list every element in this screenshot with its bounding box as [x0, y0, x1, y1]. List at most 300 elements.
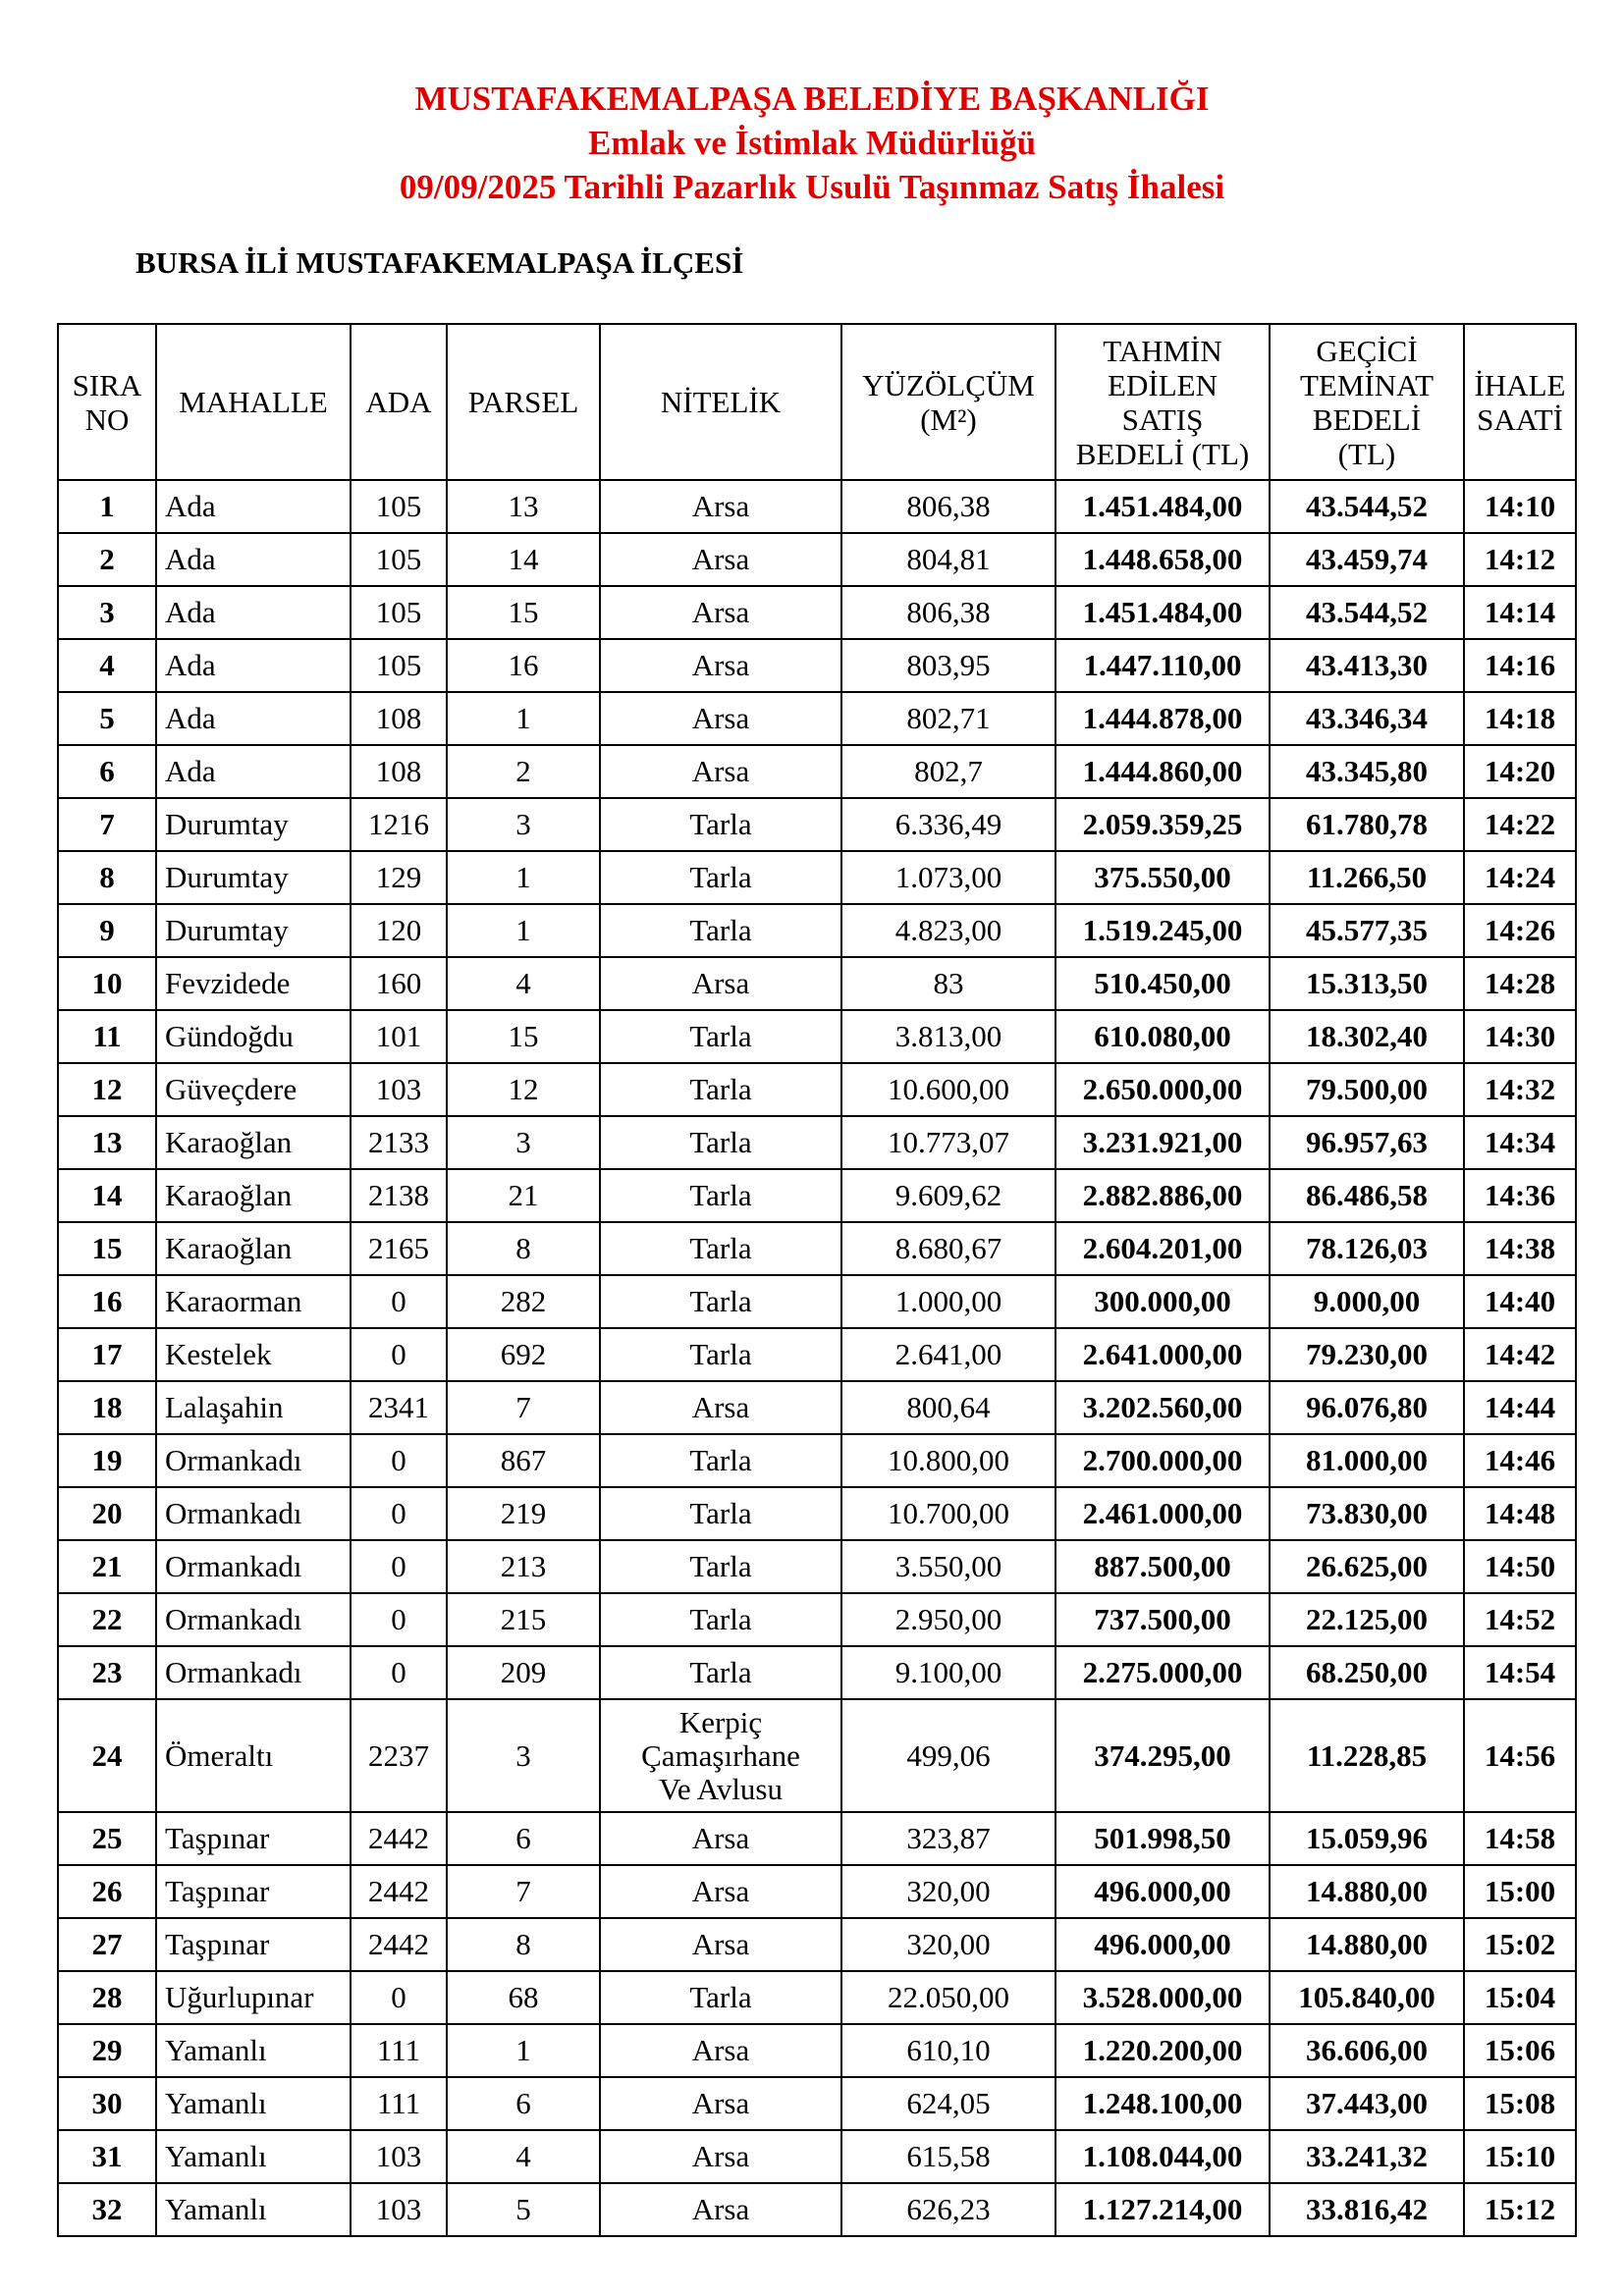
cell-mahalle: Yamanlı — [156, 2077, 351, 2130]
cell-nitelik: Tarla — [600, 1275, 841, 1328]
cell-nitelik: Arsa — [600, 2130, 841, 2183]
cell-nitelik: Arsa — [600, 957, 841, 1010]
table-row — [58, 798, 1576, 851]
cell-satis-bedeli: 1.220.200,00 — [1056, 2024, 1270, 2077]
cell-parsel: 215 — [447, 1593, 600, 1646]
cell-mahalle: Ormankadı — [156, 1593, 351, 1646]
col-header-yuzolcum: YÜZÖLÇÜM (M²) — [841, 324, 1056, 480]
cell-ada: 105 — [351, 639, 447, 692]
cell-ada: 108 — [351, 692, 447, 745]
cell-mahalle: Uğurlupınar — [156, 1971, 351, 2024]
cell-nitelik: Tarla — [600, 798, 841, 851]
cell-mahalle: Lalaşahin — [156, 1381, 351, 1434]
cell-teminat-bedeli: 61.780,78 — [1270, 798, 1464, 851]
cell-parsel: 7 — [447, 1381, 600, 1434]
cell-ada: 1216 — [351, 798, 447, 851]
cell-yuzolcum: 6.336,49 — [841, 798, 1056, 851]
cell-satis-bedeli: 2.700.000,00 — [1056, 1434, 1270, 1487]
table-row — [58, 1328, 1576, 1381]
cell-sira-no: 31 — [58, 2130, 156, 2183]
cell-satis-bedeli: 1.451.484,00 — [1056, 586, 1270, 639]
cell-ada: 160 — [351, 957, 447, 1010]
cell-sira-no: 27 — [58, 1918, 156, 1971]
cell-ihale-saati: 15:06 — [1464, 2024, 1576, 2077]
header-tender-title: 09/09/2025 Tarihli Pazarlık Usulü Taşınmaz Satış İhalesi — [399, 168, 1225, 206]
cell-ihale-saati: 14:14 — [1464, 586, 1576, 639]
cell-ada: 105 — [351, 480, 447, 533]
cell-teminat-bedeli: 43.459,74 — [1270, 533, 1464, 586]
cell-mahalle: Durumtay — [156, 904, 351, 957]
cell-sira-no: 15 — [58, 1222, 156, 1275]
cell-parsel: 6 — [447, 1812, 600, 1865]
cell-satis-bedeli: 1.108.044,00 — [1056, 2130, 1270, 2183]
cell-ada: 2138 — [351, 1169, 447, 1222]
cell-nitelik: Tarla — [600, 1646, 841, 1699]
table-row — [58, 1812, 1576, 1865]
cell-yuzolcum: 10.600,00 — [841, 1063, 1056, 1116]
cell-teminat-bedeli: 22.125,00 — [1270, 1593, 1464, 1646]
cell-mahalle: Ada — [156, 639, 351, 692]
cell-ada: 0 — [351, 1646, 447, 1699]
header-title: MUSTAFAKEMALPAŞA BELEDİYE BAŞKANLIĞI — [414, 80, 1210, 118]
cell-yuzolcum: 323,87 — [841, 1812, 1056, 1865]
cell-nitelik: Arsa — [600, 745, 841, 798]
cell-satis-bedeli: 2.882.886,00 — [1056, 1169, 1270, 1222]
region-title: BURSA İLİ MUSTAFAKEMALPAŞA İLÇESİ — [135, 245, 744, 280]
cell-sira-no: 16 — [58, 1275, 156, 1328]
cell-sira-no: 12 — [58, 1063, 156, 1116]
cell-mahalle: Karaoğlan — [156, 1169, 351, 1222]
cell-parsel: 2 — [447, 745, 600, 798]
table-row — [58, 851, 1576, 904]
cell-nitelik: Tarla — [600, 904, 841, 957]
cell-satis-bedeli: 3.528.000,00 — [1056, 1971, 1270, 2024]
cell-sira-no: 10 — [58, 957, 156, 1010]
table-row — [58, 1381, 1576, 1434]
cell-parsel: 13 — [447, 480, 600, 533]
cell-mahalle: Ormankadı — [156, 1434, 351, 1487]
cell-teminat-bedeli: 45.577,35 — [1270, 904, 1464, 957]
cell-yuzolcum: 320,00 — [841, 1918, 1056, 1971]
table-row — [58, 1222, 1576, 1275]
cell-ada: 2165 — [351, 1222, 447, 1275]
nitelik-line: Çamaşırhane — [641, 1737, 800, 1773]
cell-yuzolcum: 10.700,00 — [841, 1487, 1056, 1540]
col-header-tahmin: TAHMİN EDİLEN SATIŞ BEDELİ (TL) — [1056, 324, 1270, 480]
cell-satis-bedeli: 1.451.484,00 — [1056, 480, 1270, 533]
cell-parsel: 14 — [447, 533, 600, 586]
cell-mahalle: Ormankadı — [156, 1540, 351, 1593]
cell-ada: 0 — [351, 1328, 447, 1381]
cell-nitelik: Tarla — [600, 1487, 841, 1540]
cell-yuzolcum: 1.000,00 — [841, 1275, 1056, 1328]
cell-teminat-bedeli: 15.313,50 — [1270, 957, 1464, 1010]
cell-ihale-saati: 14:32 — [1464, 1063, 1576, 1116]
table-row — [58, 1593, 1576, 1646]
cell-ihale-saati: 14:38 — [1464, 1222, 1576, 1275]
cell-sira-no: 8 — [58, 851, 156, 904]
cell-parsel: 21 — [447, 1169, 600, 1222]
cell-satis-bedeli: 3.231.921,00 — [1056, 1116, 1270, 1169]
cell-teminat-bedeli: 105.840,00 — [1270, 1971, 1464, 2024]
cell-teminat-bedeli: 43.345,80 — [1270, 745, 1464, 798]
document-header — [0, 77, 1624, 209]
cell-parsel: 692 — [447, 1328, 600, 1381]
nitelik-line: Kerpiç — [678, 1704, 763, 1739]
cell-parsel: 1 — [447, 692, 600, 745]
cell-satis-bedeli: 2.275.000,00 — [1056, 1646, 1270, 1699]
cell-satis-bedeli: 1.127.214,00 — [1056, 2183, 1270, 2236]
cell-nitelik: Tarla — [600, 1971, 841, 2024]
cell-ihale-saati: 14:58 — [1464, 1812, 1576, 1865]
cell-yuzolcum: 2.641,00 — [841, 1328, 1056, 1381]
cell-parsel: 3 — [447, 798, 600, 851]
cell-sira-no: 4 — [58, 639, 156, 692]
cell-ihale-saati: 14:50 — [1464, 1540, 1576, 1593]
cell-yuzolcum: 802,7 — [841, 745, 1056, 798]
cell-yuzolcum: 1.073,00 — [841, 851, 1056, 904]
cell-teminat-bedeli: 79.230,00 — [1270, 1328, 1464, 1381]
cell-ada: 108 — [351, 745, 447, 798]
cell-sira-no: 25 — [58, 1812, 156, 1865]
cell-satis-bedeli: 610.080,00 — [1056, 1010, 1270, 1063]
cell-teminat-bedeli: 43.346,34 — [1270, 692, 1464, 745]
cell-yuzolcum: 806,38 — [841, 586, 1056, 639]
cell-mahalle: Kestelek — [156, 1328, 351, 1381]
cell-ada: 2341 — [351, 1381, 447, 1434]
cell-sira-no: 23 — [58, 1646, 156, 1699]
cell-parsel: 6 — [447, 2077, 600, 2130]
cell-ada: 2442 — [351, 1812, 447, 1865]
cell-teminat-bedeli: 68.250,00 — [1270, 1646, 1464, 1699]
cell-nitelik: Arsa — [600, 533, 841, 586]
cell-satis-bedeli: 3.202.560,00 — [1056, 1381, 1270, 1434]
cell-yuzolcum: 802,71 — [841, 692, 1056, 745]
cell-ada: 2442 — [351, 1865, 447, 1918]
cell-teminat-bedeli: 37.443,00 — [1270, 2077, 1464, 2130]
cell-sira-no: 20 — [58, 1487, 156, 1540]
cell-mahalle: Fevzidede — [156, 957, 351, 1010]
table-row — [58, 639, 1576, 692]
cell-mahalle: Yamanlı — [156, 2024, 351, 2077]
cell-yuzolcum: 624,05 — [841, 2077, 1056, 2130]
table-row — [58, 1918, 1576, 1971]
cell-mahalle: Gündoğdu — [156, 1010, 351, 1063]
cell-yuzolcum: 8.680,67 — [841, 1222, 1056, 1275]
cell-sira-no: 3 — [58, 586, 156, 639]
cell-sira-no: 11 — [58, 1010, 156, 1063]
cell-ihale-saati: 14:22 — [1464, 798, 1576, 851]
cell-satis-bedeli: 1.519.245,00 — [1056, 904, 1270, 957]
cell-satis-bedeli: 510.450,00 — [1056, 957, 1270, 1010]
cell-ihale-saati: 15:08 — [1464, 2077, 1576, 2130]
cell-ihale-saati: 14:26 — [1464, 904, 1576, 957]
cell-ada: 0 — [351, 1540, 447, 1593]
cell-satis-bedeli: 300.000,00 — [1056, 1275, 1270, 1328]
cell-ihale-saati: 14:46 — [1464, 1434, 1576, 1487]
cell-ada: 111 — [351, 2077, 447, 2130]
cell-yuzolcum: 499,06 — [841, 1699, 1056, 1812]
cell-ihale-saati: 14:44 — [1464, 1381, 1576, 1434]
cell-nitelik: Arsa — [600, 2183, 841, 2236]
cell-ada: 105 — [351, 533, 447, 586]
table-row — [58, 2130, 1576, 2183]
cell-parsel: 15 — [447, 586, 600, 639]
cell-parsel: 282 — [447, 1275, 600, 1328]
cell-sira-no: 32 — [58, 2183, 156, 2236]
cell-sira-no: 6 — [58, 745, 156, 798]
cell-satis-bedeli: 496.000,00 — [1056, 1865, 1270, 1918]
cell-teminat-bedeli: 43.544,52 — [1270, 586, 1464, 639]
cell-ada: 103 — [351, 2183, 447, 2236]
cell-yuzolcum: 3.813,00 — [841, 1010, 1056, 1063]
cell-mahalle: Güveçdere — [156, 1063, 351, 1116]
cell-ihale-saati: 15:00 — [1464, 1865, 1576, 1918]
table-row — [58, 2183, 1576, 2236]
cell-ihale-saati: 14:24 — [1464, 851, 1576, 904]
cell-sira-no: 24 — [58, 1699, 156, 1812]
cell-nitelik: Tarla — [600, 1169, 841, 1222]
cell-parsel: 4 — [447, 957, 600, 1010]
cell-mahalle: Ormankadı — [156, 1646, 351, 1699]
cell-satis-bedeli: 374.295,00 — [1056, 1699, 1270, 1812]
cell-satis-bedeli: 1.248.100,00 — [1056, 2077, 1270, 2130]
cell-teminat-bedeli: 96.957,63 — [1270, 1116, 1464, 1169]
cell-sira-no: 13 — [58, 1116, 156, 1169]
cell-mahalle: Karaorman — [156, 1275, 351, 1328]
cell-nitelik: Tarla — [600, 1434, 841, 1487]
cell-nitelik: Tarla — [600, 1010, 841, 1063]
cell-yuzolcum: 4.823,00 — [841, 904, 1056, 957]
cell-yuzolcum: 22.050,00 — [841, 1971, 1056, 2024]
cell-satis-bedeli: 496.000,00 — [1056, 1918, 1270, 1971]
cell-yuzolcum: 800,64 — [841, 1381, 1056, 1434]
cell-yuzolcum: 83 — [841, 957, 1056, 1010]
cell-mahalle: Taşpınar — [156, 1918, 351, 1971]
cell-nitelik: Arsa — [600, 1381, 841, 1434]
cell-ihale-saati: 14:56 — [1464, 1699, 1576, 1812]
table-header-row — [58, 324, 1576, 480]
cell-ada: 129 — [351, 851, 447, 904]
table-body — [58, 480, 1576, 2236]
cell-ihale-saati: 14:42 — [1464, 1328, 1576, 1381]
cell-sira-no: 17 — [58, 1328, 156, 1381]
cell-yuzolcum: 10.773,07 — [841, 1116, 1056, 1169]
cell-satis-bedeli: 2.641.000,00 — [1056, 1328, 1270, 1381]
cell-teminat-bedeli: 33.241,32 — [1270, 2130, 1464, 2183]
cell-teminat-bedeli: 14.880,00 — [1270, 1918, 1464, 1971]
table-row — [58, 1116, 1576, 1169]
cell-teminat-bedeli: 26.625,00 — [1270, 1540, 1464, 1593]
cell-satis-bedeli: 2.604.201,00 — [1056, 1222, 1270, 1275]
property-table — [57, 323, 1577, 2237]
cell-mahalle: Ömeraltı — [156, 1699, 351, 1812]
cell-yuzolcum: 10.800,00 — [841, 1434, 1056, 1487]
cell-ada: 2237 — [351, 1699, 447, 1812]
cell-nitelik: Arsa — [600, 1918, 841, 1971]
table-row — [58, 957, 1576, 1010]
col-header-ada: ADA — [351, 324, 447, 480]
cell-satis-bedeli: 1.444.860,00 — [1056, 745, 1270, 798]
cell-yuzolcum: 610,10 — [841, 2024, 1056, 2077]
cell-ihale-saati: 14:48 — [1464, 1487, 1576, 1540]
table-row — [58, 1540, 1576, 1593]
cell-parsel: 8 — [447, 1918, 600, 1971]
cell-ihale-saati: 15:10 — [1464, 2130, 1576, 2183]
table-row — [58, 692, 1576, 745]
cell-yuzolcum: 9.100,00 — [841, 1646, 1056, 1699]
table-row — [58, 904, 1576, 957]
cell-mahalle: Ormankadı — [156, 1487, 351, 1540]
cell-nitelik: Arsa — [600, 480, 841, 533]
cell-sira-no: 18 — [58, 1381, 156, 1434]
cell-teminat-bedeli: 78.126,03 — [1270, 1222, 1464, 1275]
cell-parsel: 15 — [447, 1010, 600, 1063]
cell-sira-no: 29 — [58, 2024, 156, 2077]
cell-teminat-bedeli: 81.000,00 — [1270, 1434, 1464, 1487]
col-header-gecici: GEÇİCİ TEMİNAT BEDELİ (TL) — [1270, 324, 1464, 480]
cell-parsel: 16 — [447, 639, 600, 692]
cell-ihale-saati: 14:40 — [1464, 1275, 1576, 1328]
cell-ihale-saati: 14:54 — [1464, 1646, 1576, 1699]
cell-sira-no: 21 — [58, 1540, 156, 1593]
cell-nitelik: Tarla — [600, 1593, 841, 1646]
cell-sira-no: 30 — [58, 2077, 156, 2130]
cell-mahalle: Durumtay — [156, 798, 351, 851]
cell-ada: 105 — [351, 586, 447, 639]
nitelik-line: Ve Avlusu — [658, 1771, 783, 1806]
cell-sira-no: 1 — [58, 480, 156, 533]
table-row — [58, 1646, 1576, 1699]
cell-ada: 0 — [351, 1593, 447, 1646]
table-row — [58, 533, 1576, 586]
cell-satis-bedeli: 887.500,00 — [1056, 1540, 1270, 1593]
cell-ada: 2133 — [351, 1116, 447, 1169]
cell-sira-no: 9 — [58, 904, 156, 957]
col-header-ihale-saati: İHALE SAATİ — [1464, 324, 1576, 480]
cell-ihale-saati: 14:12 — [1464, 533, 1576, 586]
cell-nitelik — [600, 1699, 841, 1812]
table-row — [58, 480, 1576, 533]
cell-ada: 111 — [351, 2024, 447, 2077]
cell-nitelik: Tarla — [600, 1328, 841, 1381]
cell-ada: 0 — [351, 1971, 447, 2024]
cell-ada: 103 — [351, 1063, 447, 1116]
cell-ada: 103 — [351, 2130, 447, 2183]
cell-nitelik: Arsa — [600, 1812, 841, 1865]
table-row — [58, 2077, 1576, 2130]
cell-yuzolcum: 615,58 — [841, 2130, 1056, 2183]
cell-yuzolcum: 804,81 — [841, 533, 1056, 586]
cell-ada: 0 — [351, 1275, 447, 1328]
cell-sira-no: 28 — [58, 1971, 156, 2024]
cell-yuzolcum: 2.950,00 — [841, 1593, 1056, 1646]
cell-ihale-saati: 14:52 — [1464, 1593, 1576, 1646]
cell-nitelik: Arsa — [600, 2077, 841, 2130]
cell-yuzolcum: 626,23 — [841, 2183, 1056, 2236]
cell-nitelik: Arsa — [600, 2024, 841, 2077]
cell-mahalle: Yamanlı — [156, 2130, 351, 2183]
cell-mahalle: Ada — [156, 480, 351, 533]
cell-ihale-saati: 14:36 — [1464, 1169, 1576, 1222]
cell-mahalle: Ada — [156, 692, 351, 745]
cell-nitelik: Arsa — [600, 1865, 841, 1918]
cell-mahalle: Ada — [156, 586, 351, 639]
cell-sira-no: 22 — [58, 1593, 156, 1646]
table-row — [58, 1487, 1576, 1540]
col-header-mahalle: MAHALLE — [156, 324, 351, 480]
cell-sira-no: 19 — [58, 1434, 156, 1487]
cell-teminat-bedeli: 9.000,00 — [1270, 1275, 1464, 1328]
cell-ada: 2442 — [351, 1918, 447, 1971]
cell-yuzolcum: 320,00 — [841, 1865, 1056, 1918]
cell-nitelik: Tarla — [600, 1116, 841, 1169]
cell-nitelik: Arsa — [600, 586, 841, 639]
cell-satis-bedeli: 501.998,50 — [1056, 1812, 1270, 1865]
cell-teminat-bedeli: 14.880,00 — [1270, 1865, 1464, 1918]
cell-satis-bedeli: 375.550,00 — [1056, 851, 1270, 904]
cell-satis-bedeli: 2.650.000,00 — [1056, 1063, 1270, 1116]
cell-ihale-saati: 14:30 — [1464, 1010, 1576, 1063]
cell-teminat-bedeli: 15.059,96 — [1270, 1812, 1464, 1865]
cell-satis-bedeli: 1.444.878,00 — [1056, 692, 1270, 745]
cell-parsel: 5 — [447, 2183, 600, 2236]
cell-ihale-saati: 15:12 — [1464, 2183, 1576, 2236]
cell-teminat-bedeli: 18.302,40 — [1270, 1010, 1464, 1063]
cell-parsel: 3 — [447, 1699, 600, 1812]
cell-teminat-bedeli: 11.228,85 — [1270, 1699, 1464, 1812]
cell-yuzolcum: 803,95 — [841, 639, 1056, 692]
col-header-nitelik: NİTELİK — [600, 324, 841, 480]
cell-parsel: 867 — [447, 1434, 600, 1487]
cell-nitelik: Arsa — [600, 692, 841, 745]
col-header-sira: SIRA NO — [58, 324, 156, 480]
cell-parsel: 213 — [447, 1540, 600, 1593]
cell-teminat-bedeli: 43.413,30 — [1270, 639, 1464, 692]
table-row — [58, 1275, 1576, 1328]
cell-parsel: 219 — [447, 1487, 600, 1540]
cell-parsel: 8 — [447, 1222, 600, 1275]
cell-teminat-bedeli: 43.544,52 — [1270, 480, 1464, 533]
cell-mahalle: Ada — [156, 745, 351, 798]
cell-ihale-saati: 14:16 — [1464, 639, 1576, 692]
cell-teminat-bedeli: 36.606,00 — [1270, 2024, 1464, 2077]
col-header-parsel: PARSEL — [447, 324, 600, 480]
cell-parsel: 209 — [447, 1646, 600, 1699]
cell-teminat-bedeli: 11.266,50 — [1270, 851, 1464, 904]
cell-nitelik: Arsa — [600, 639, 841, 692]
cell-satis-bedeli: 1.448.658,00 — [1056, 533, 1270, 586]
header-subtitle: Emlak ve İstimlak Müdürlüğü — [587, 124, 1037, 162]
cell-parsel: 68 — [447, 1971, 600, 2024]
cell-ihale-saati: 15:02 — [1464, 1918, 1576, 1971]
cell-teminat-bedeli: 96.076,80 — [1270, 1381, 1464, 1434]
cell-yuzolcum: 9.609,62 — [841, 1169, 1056, 1222]
cell-sira-no: 2 — [58, 533, 156, 586]
cell-teminat-bedeli: 86.486,58 — [1270, 1169, 1464, 1222]
cell-mahalle: Taşpınar — [156, 1812, 351, 1865]
table-row — [58, 1971, 1576, 2024]
cell-teminat-bedeli: 73.830,00 — [1270, 1487, 1464, 1540]
cell-ada: 120 — [351, 904, 447, 957]
table-row — [58, 745, 1576, 798]
cell-ihale-saati: 15:04 — [1464, 1971, 1576, 2024]
cell-ada: 0 — [351, 1434, 447, 1487]
cell-mahalle: Taşpınar — [156, 1865, 351, 1918]
table-row — [58, 1010, 1576, 1063]
cell-parsel: 3 — [447, 1116, 600, 1169]
table-row — [58, 1699, 1576, 1812]
